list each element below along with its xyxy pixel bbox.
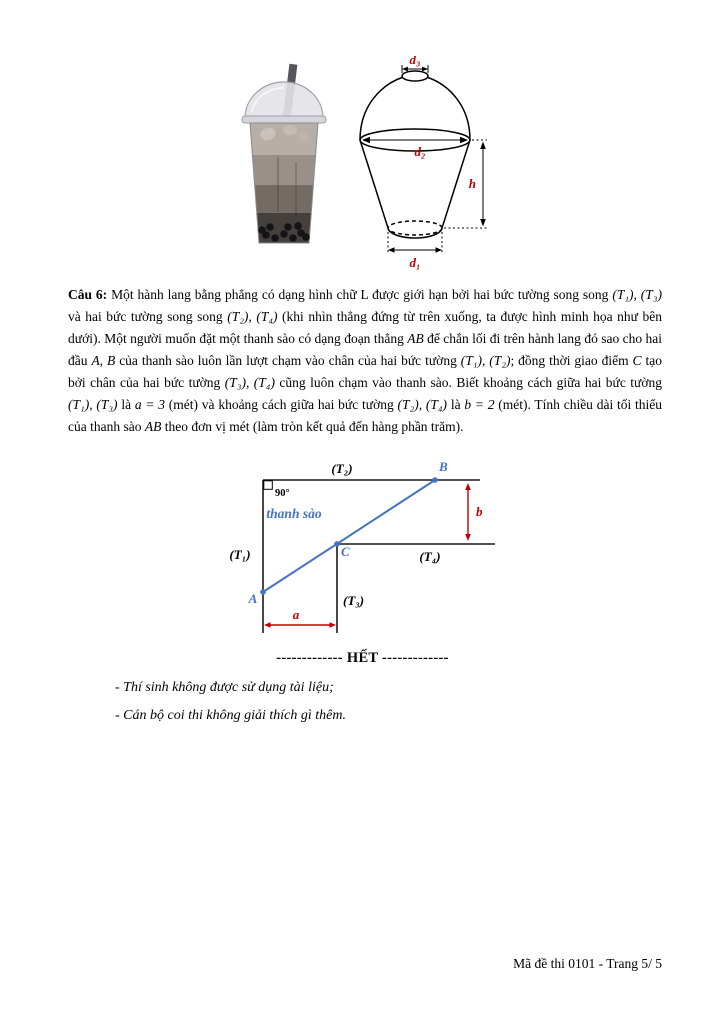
d1-label: d₁ xyxy=(409,255,421,270)
cup-dimension-diagram xyxy=(343,56,501,270)
math-run: C xyxy=(632,353,642,368)
text-run: (khi nhìn thẳng đứng từ trên xuống, ta được hình minh họa như bên dưới). Một người muốn đặt một thanh sào có dạng đoạn thẳng xyxy=(68,309,662,346)
text-run: (mét) và khoảng cách giữa hai bức tường xyxy=(165,397,398,412)
text-run: là xyxy=(447,397,465,412)
corridor-diagram xyxy=(190,455,530,640)
h-label: h xyxy=(468,176,476,191)
right-angle-label: 90° xyxy=(275,488,290,499)
d2-label: d₂ xyxy=(414,144,426,159)
math-run: (T₂), (T₄) xyxy=(227,309,278,324)
text-run: Một hành lang bằng phẳng có dạng hình chữ L được giới hạn bởi hai bức tường song song xyxy=(111,287,613,302)
point-a-label: A xyxy=(248,591,258,606)
text-run: và hai bức tường song song xyxy=(68,309,228,324)
math-run: b = 2 xyxy=(464,397,495,412)
a-distance-label: a xyxy=(292,607,300,622)
question-paragraph xyxy=(68,284,662,438)
math-run: AB xyxy=(144,419,162,434)
math-run: (T₁), (T₃) xyxy=(612,287,662,302)
text-run: (mét). Tính chiều dài tối thiểu của thanh sào xyxy=(68,397,662,434)
cup-body-milk-tea xyxy=(250,123,318,243)
text-run: là xyxy=(117,397,135,412)
wall-t2-label: (T₂) xyxy=(331,461,353,476)
end-of-exam-marker: ------------- HẾT ------------- xyxy=(276,650,449,666)
point-b-label: B xyxy=(439,459,448,474)
text-run: theo đơn vị mét (làm tròn kết quả đến hàng phần trăm). xyxy=(161,419,464,434)
pole-name-label: thanh sào xyxy=(266,506,322,521)
math-run: (T₂), (T₄) xyxy=(397,397,448,412)
math-run: AB xyxy=(407,331,424,346)
b-distance-label: b xyxy=(476,504,483,519)
dimension-a xyxy=(264,607,336,628)
math-run: A, B xyxy=(91,353,116,368)
text-run: của thanh sào luôn lần lượt chạm vào chân của hai bức tường xyxy=(115,353,461,368)
text-run: cũng luôn chạm vào thanh sào. Biết khoảng cách giữa hai bức tường xyxy=(274,375,662,390)
d3-label: d₃ xyxy=(409,56,421,67)
text-run: để chắn lối đi trên hành lang đó sao cho hai đầu xyxy=(68,331,662,368)
text-run: tạo bởi chân của hai bức tường xyxy=(68,353,662,390)
exam-note-1: - Thí sinh không được sử dụng tài liệu; xyxy=(115,680,334,695)
wall-t3-label: (T₃) xyxy=(343,593,365,608)
exam-note-2: - Cán bộ coi thi không giải thích gì thêm. xyxy=(115,708,346,723)
math-run: a = 3 xyxy=(134,397,166,412)
page-footer: Mã đề thi 0101 - Trang 5/ 5 xyxy=(513,956,662,971)
point-c-label: C xyxy=(341,544,350,559)
text-run: ; đồng thời giao điểm xyxy=(510,353,633,368)
question-label: Câu 6: xyxy=(68,287,112,302)
bubble-tea-photo xyxy=(238,62,330,255)
cup-lid-dome xyxy=(242,82,326,123)
math-run: (T₁), (T₃) xyxy=(68,397,118,412)
wall-t1-label: (T₁) xyxy=(229,547,251,562)
math-run: (T₃), (T₄) xyxy=(224,375,275,390)
wall-t4-label: (T₄) xyxy=(419,549,441,564)
dimension-b xyxy=(465,483,483,541)
math-run: (T₁), (T₂) xyxy=(460,353,511,368)
